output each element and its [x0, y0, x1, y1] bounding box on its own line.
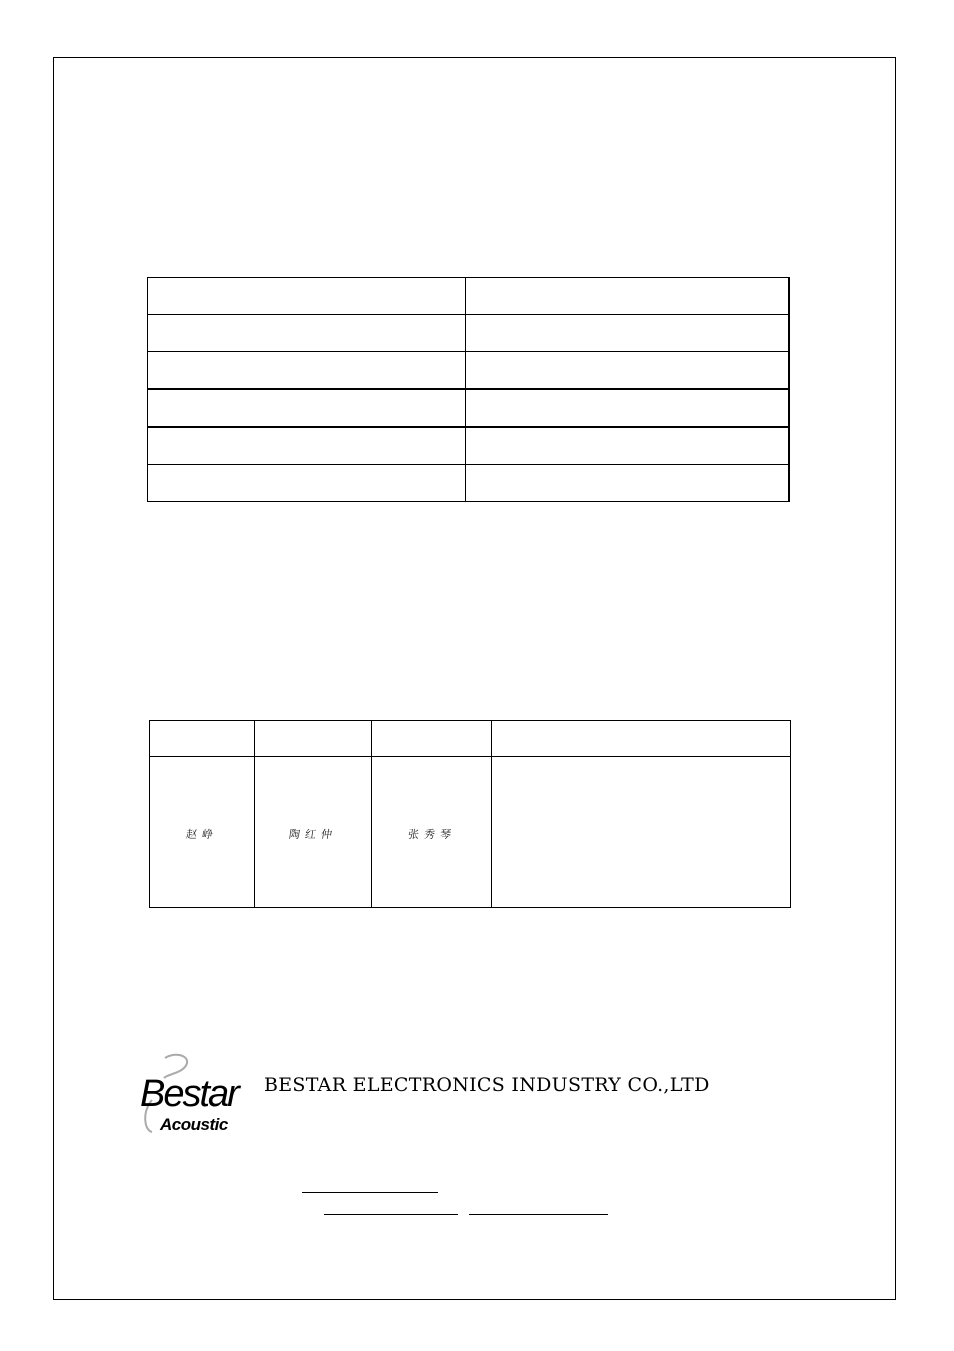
table-row	[148, 352, 790, 390]
table-cell	[148, 352, 466, 390]
signature-cell	[255, 757, 372, 908]
table-row	[148, 315, 790, 352]
approval-signature-row	[150, 757, 791, 908]
table-row	[148, 465, 790, 502]
table-cell	[148, 389, 466, 427]
company-name: BESTAR ELECTRONICS INDUSTRY CO.,LTD	[264, 1074, 710, 1096]
signature-cell	[492, 757, 791, 908]
table-cell	[148, 315, 466, 352]
signature-approver: 张秀琴	[406, 827, 457, 841]
spec-table	[147, 277, 790, 502]
signature-checker: 陶红仲	[288, 827, 338, 841]
table-cell	[466, 278, 790, 315]
table-cell	[148, 278, 466, 315]
approval-header-row	[150, 721, 791, 757]
table-cell	[466, 315, 790, 352]
approval-header-cell	[255, 721, 372, 757]
table-cell	[466, 389, 790, 427]
signature-cell	[150, 757, 255, 908]
approval-header-cell	[150, 721, 255, 757]
table-cell	[466, 465, 790, 502]
table-row	[148, 389, 790, 427]
underline-blank	[302, 1192, 438, 1193]
signature-designer: 赵峥	[185, 827, 219, 841]
bestar-logo	[138, 1052, 258, 1136]
approval-table	[149, 720, 791, 908]
logo-text: Bestar	[140, 1073, 238, 1115]
table-cell	[148, 465, 466, 502]
underline-blank	[324, 1214, 458, 1215]
underline-blank	[469, 1214, 608, 1215]
table-cell	[466, 427, 790, 465]
approval-header-cell	[492, 721, 791, 757]
table-cell	[466, 352, 790, 390]
table-row	[148, 278, 790, 315]
approval-header-cell	[372, 721, 492, 757]
signature-cell	[372, 757, 492, 908]
table-cell	[148, 427, 466, 465]
table-row	[148, 427, 790, 465]
logo-subtext: Acoustic	[160, 1115, 228, 1134]
